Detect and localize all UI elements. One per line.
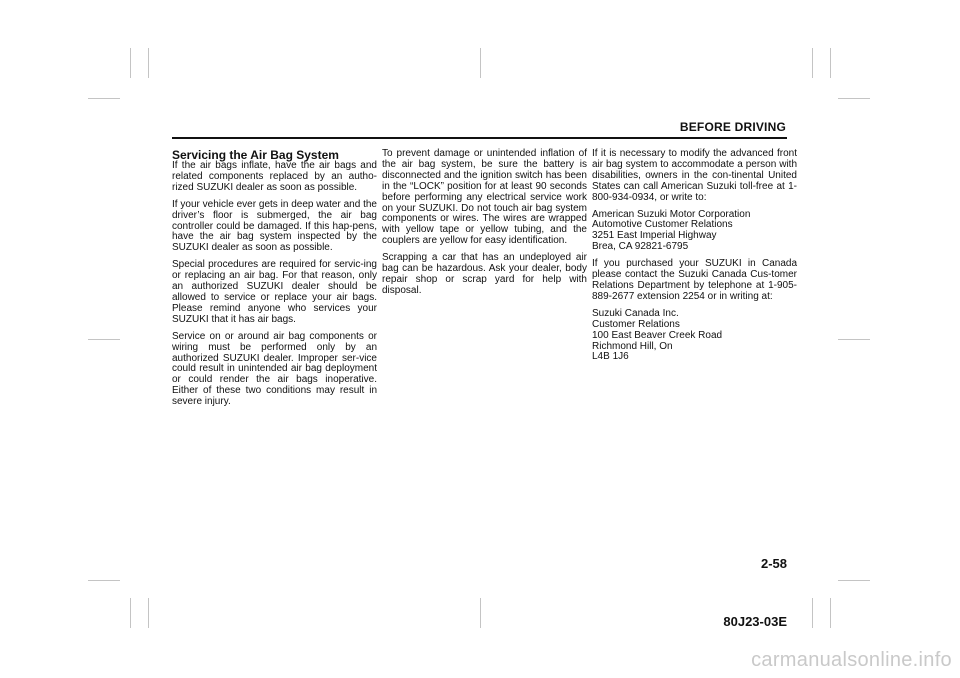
column-1	[172, 149, 377, 414]
page-number: 2-58	[760, 556, 787, 571]
crop-mark	[812, 48, 813, 78]
paragraph: If you purchased your SUZUKI in Canada please contact the Suzuki Canada Cus-tomer Relations Department by telephone at 1-905-889-2677 extension 2254 or in writing at:	[592, 258, 797, 302]
crop-mark	[130, 598, 131, 628]
crop-mark	[480, 598, 481, 628]
paragraph: Scrapping a car that has an undeployed air bag can be hazardous. Ask your dealer, body repair shop or scrap yard for help with disposal.	[382, 252, 587, 296]
paragraph: To prevent damage or unintended inflation of the air bag system, be sure the battery is disconnected and the ignition switch has been in the “LOCK” position for at least 90 seconds before performing any electrical service work on your SUZUKI. Do not touch air bag system components or wires. The wires are wrapped with yellow tape or yellow tubing, and the couplers are yellow for easy identification.	[382, 148, 587, 247]
watermark-link[interactable]: carmanualsonline.info	[751, 649, 952, 671]
crop-mark	[838, 98, 870, 99]
crop-mark	[812, 598, 813, 628]
paragraph: If the air bags inflate, have the air bags and related components replaced by an autho-rized SUZUKI dealer as soon as possible.	[172, 160, 377, 193]
paragraph: Service on or around air bag components or wiring must be performed only by an authorized SUZUKI dealer. Improper ser-vice could result in unintended air bag deployment or could render the air bags inoperative. Either of these two conditions may result in severe injury.	[172, 330, 377, 408]
address-line: 100 East Beaver Creek Road	[592, 329, 723, 341]
header-rule	[172, 137, 787, 139]
document-code: 80J23-03E	[723, 614, 787, 629]
paragraph: If it is necessary to modify the advanced front air bag system to accommodate a person with disabilities, owners in the con-tinental United States can call American Suzuki toll-free at 1-800-934-0934, or write to:	[592, 148, 797, 203]
address-line: Automotive Customer Relations	[592, 219, 733, 231]
crop-mark	[148, 598, 149, 628]
address-canada	[592, 309, 797, 364]
address-line: American Suzuki Motor Corporation	[592, 208, 751, 220]
crop-mark	[88, 580, 120, 581]
crop-mark	[838, 339, 870, 340]
crop-mark	[88, 339, 120, 340]
crop-mark	[830, 598, 831, 628]
crop-mark	[480, 48, 481, 78]
crop-mark	[838, 580, 870, 581]
paragraph: If your vehicle ever gets in deep water and the driver’s floor is submerged, the air bag controller could be damaged. If this hap-pens, have the air bag system inspected by the SUZUKI dealer as soon as possible.	[172, 198, 377, 254]
address-line: Customer Relations	[592, 318, 680, 330]
address-line: Richmond Hill, On	[592, 340, 673, 352]
column-3	[592, 149, 797, 369]
address-line: Brea, CA 92821-6795	[592, 241, 689, 253]
address-us	[592, 210, 797, 254]
crop-mark	[148, 48, 149, 78]
crop-mark	[830, 48, 831, 78]
crop-mark	[88, 98, 120, 99]
column-2	[382, 149, 587, 303]
address-line: L4B 1J6	[592, 351, 629, 363]
section-title: BEFORE DRIVING	[679, 120, 786, 134]
paragraph: Special procedures are required for servic-ing or replacing an air bag. For that reason, only an authorized SUZUKI dealer should be allowed to service or replace your air bags. Please remind anyone who services your SUZUKI that it has air bags.	[172, 259, 377, 325]
crop-mark	[130, 48, 131, 78]
address-line: Suzuki Canada Inc.	[592, 307, 679, 319]
address-line: 3251 East Imperial Highway	[592, 230, 717, 242]
section-heading: Servicing the Air Bag System	[172, 148, 339, 162]
